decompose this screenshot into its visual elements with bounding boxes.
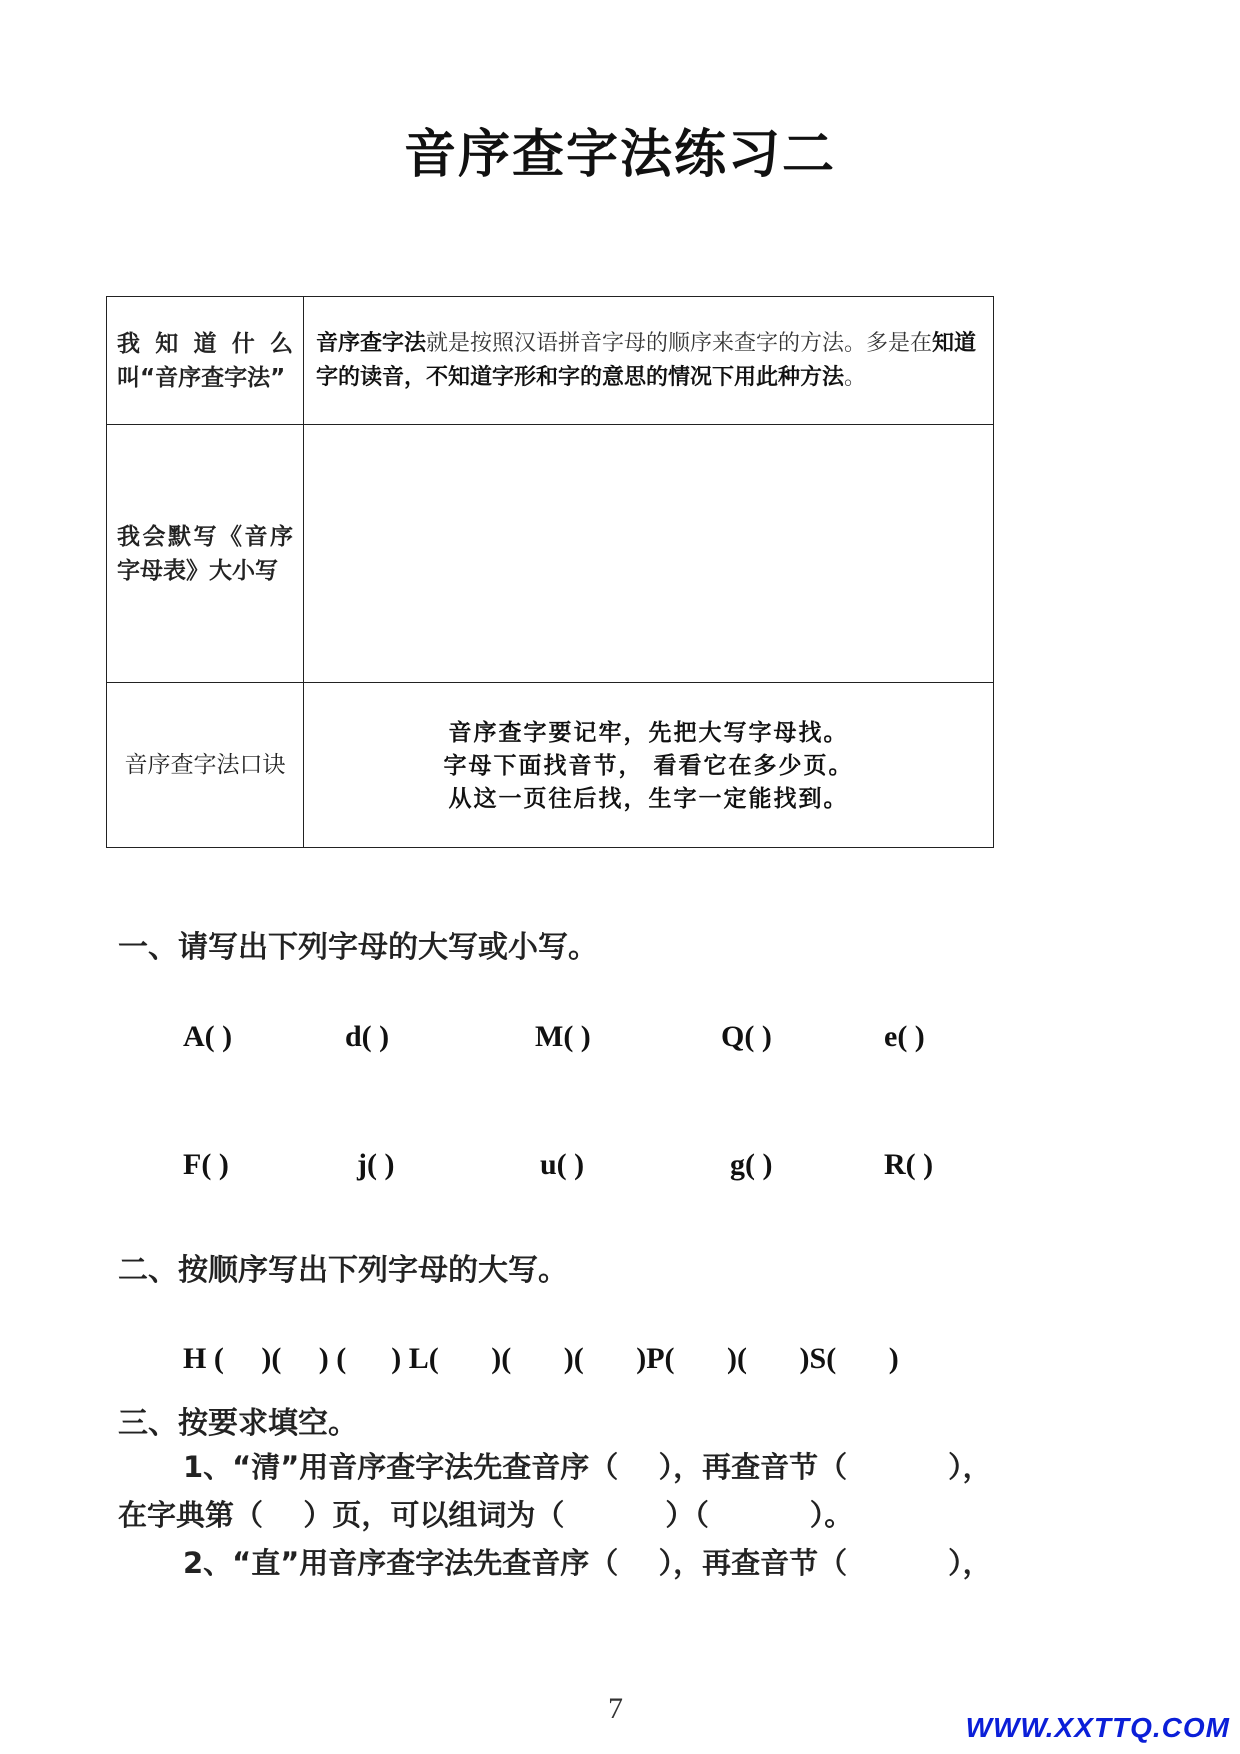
definition-text-a: 就是按照汉语拼音字母的顺序来查字的方法。多是在 bbox=[426, 330, 933, 356]
question-2-line-1[interactable]: 2、“直”用音序查字法先查音序（ ），再查音节（ ）， bbox=[183, 1546, 992, 1580]
letter-blank[interactable]: M( ) bbox=[535, 1020, 591, 1053]
rhyme-line: 从这一页往后找，生字一定能找到。 bbox=[448, 784, 849, 812]
table-row bbox=[107, 425, 994, 683]
alphabet-writing-area[interactable] bbox=[304, 425, 994, 683]
section2-heading: 二、按顺序写出下列字母的大写。 bbox=[118, 1253, 568, 1288]
letter-blank[interactable]: j( ) bbox=[357, 1148, 395, 1181]
definition-term: 音序查字法 bbox=[316, 330, 427, 356]
definition-period: 。 bbox=[844, 364, 867, 390]
letter-blank[interactable]: R( ) bbox=[884, 1148, 934, 1181]
letter-blank[interactable]: u( ) bbox=[540, 1148, 585, 1181]
letter-blank[interactable]: e( ) bbox=[884, 1020, 925, 1053]
letter-blank[interactable]: A( ) bbox=[183, 1020, 233, 1053]
letter-sequence[interactable]: H ( )( ) ( ) L( )( )( )P( )( )S( ) bbox=[183, 1342, 899, 1375]
letter-blank[interactable]: d( ) bbox=[345, 1020, 390, 1053]
rhyme-line: 字母下面找音节， 看看它在多少页。 bbox=[443, 751, 854, 779]
table-row bbox=[107, 683, 994, 848]
table-row bbox=[107, 297, 994, 425]
page-number: 7 bbox=[608, 1692, 623, 1725]
definition-text-b: 知道字的读音，不知道字形和字的意思的情况下用此种方法 bbox=[316, 330, 977, 390]
info-table bbox=[106, 296, 994, 848]
question-1-line-1[interactable]: 1、“清”用音序查字法先查音序（ ），再查音节（ ）， bbox=[183, 1450, 992, 1484]
question-1-line-2[interactable]: 在字典第（ ）页，可以组词为（ ）（ ）。 bbox=[118, 1498, 854, 1532]
definition-cell bbox=[304, 297, 994, 425]
row-label-alphabet: 我会默写《音序字母表》大小写 bbox=[107, 425, 304, 683]
letter-blank[interactable]: Q( ) bbox=[721, 1020, 772, 1053]
rhyme-cell bbox=[304, 683, 994, 848]
row-label-what-is: 我知道什么叫“音序查字法” bbox=[107, 297, 304, 425]
letter-blank[interactable]: g( ) bbox=[730, 1148, 773, 1181]
rhyme-line: 音序查字要记牢，先把大写字母找。 bbox=[448, 718, 849, 746]
section3-heading: 三、按要求填空。 bbox=[118, 1406, 358, 1441]
letter-blank[interactable]: F( ) bbox=[183, 1148, 229, 1181]
section1-heading: 一、请写出下列字母的大写或小写。 bbox=[118, 930, 598, 965]
page-title: 音序查字法练习二 bbox=[403, 125, 836, 185]
row-label-rhyme: 音序查字法口诀 bbox=[107, 683, 304, 848]
site-watermark: WWW.XXTTQ.COM bbox=[965, 1712, 1230, 1743]
